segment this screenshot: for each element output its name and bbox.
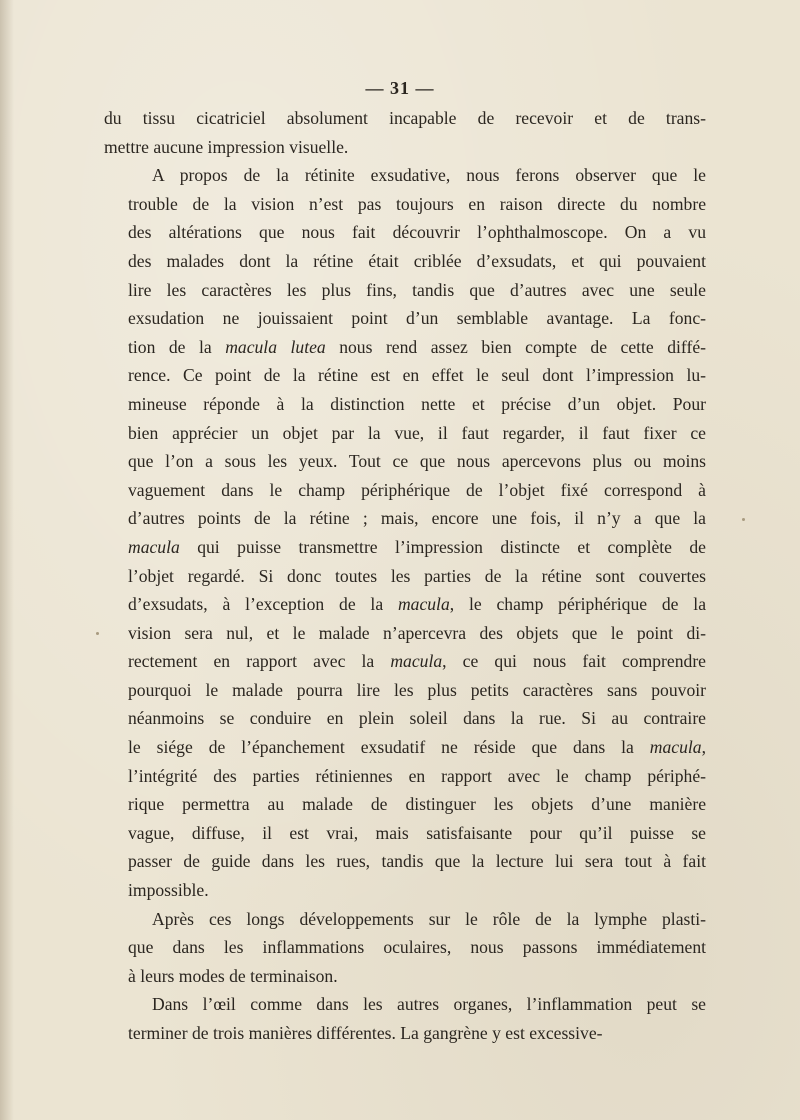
text-run: d’exsudats, à l’exception de la bbox=[128, 594, 398, 615]
text-line bbox=[104, 590, 706, 619]
text-run: d’autres points de la rétine ; mais, encore une fois, il n’y a que la bbox=[128, 508, 706, 529]
text-run: exsudation ne jouissaient point d’un semblable avantage. La fonc- bbox=[128, 308, 706, 329]
text-line bbox=[104, 762, 706, 791]
text-line bbox=[104, 104, 706, 133]
text-line bbox=[104, 704, 706, 733]
text-line bbox=[104, 218, 706, 247]
text-run: des altérations que nous fait découvrir l’ophthalmoscope. On a vu bbox=[128, 222, 706, 243]
text-line bbox=[104, 190, 706, 219]
text-line bbox=[104, 390, 706, 419]
text-line bbox=[104, 962, 706, 991]
text-run: terminer de trois manières différentes. La gangrène y est excessive- bbox=[128, 1023, 603, 1043]
text-line bbox=[104, 447, 706, 476]
italic-term: macula bbox=[649, 737, 702, 758]
text-line bbox=[104, 733, 706, 762]
text-run: mineuse réponde à la distinction nette et précise d’un objet. Pour bbox=[128, 393, 706, 414]
text-run: rectement en rapport avec la bbox=[128, 651, 391, 672]
page-binding-edge bbox=[0, 0, 14, 1120]
page-number: — 31 — bbox=[365, 78, 435, 98]
text-line bbox=[104, 161, 706, 190]
paragraph bbox=[104, 905, 706, 991]
text-run: lire les caractères les plus fins, tandis que d’autres avec une seule bbox=[128, 279, 706, 300]
text-run: rence. Ce point de la rétine est en effet le seul dont l’impression lu- bbox=[128, 365, 706, 386]
text-line bbox=[104, 1019, 706, 1048]
text-line bbox=[104, 562, 706, 591]
text-run: le siége de l’épanchement exsudatif ne réside que dans la bbox=[128, 737, 650, 758]
italic-term: macula bbox=[390, 651, 443, 672]
text-line bbox=[104, 847, 706, 876]
text-run: trouble de la vision n’est pas toujours en raison directe du nombre bbox=[128, 193, 706, 214]
text-run: , ce qui nous fait comprendre bbox=[442, 651, 706, 672]
text-run: bien apprécier un objet par la vue, il faut regarder, il faut fixer ce bbox=[128, 422, 706, 443]
text-run: que l’on a sous les yeux. Tout ce que nous apercevons plus ou moins bbox=[128, 451, 706, 472]
text-line bbox=[104, 247, 706, 276]
text-run: , le champ périphérique de la bbox=[449, 594, 706, 615]
text-line bbox=[104, 990, 706, 1019]
text-line bbox=[104, 676, 706, 705]
text-line bbox=[104, 419, 706, 448]
text-line bbox=[104, 905, 706, 934]
text-run: mettre aucune impression visuelle. bbox=[104, 136, 349, 157]
text-run: tion de la bbox=[128, 336, 226, 357]
text-line bbox=[104, 619, 706, 648]
text-run: des malades dont la rétine était criblée d’exsudats, et qui pouvaient bbox=[128, 250, 706, 271]
paragraph bbox=[104, 161, 706, 904]
text-line bbox=[104, 476, 706, 505]
text-run: Dans l’œil comme dans les autres organes, l’inflammation peut se bbox=[152, 994, 706, 1015]
italic-term: macula bbox=[128, 536, 180, 557]
paper-speck bbox=[742, 518, 745, 521]
text-run: , bbox=[701, 737, 706, 758]
text-run: vaguement dans le champ périphérique de l’objet fixé correspond à bbox=[128, 479, 706, 500]
text-line bbox=[104, 276, 706, 305]
text-line bbox=[104, 333, 706, 362]
text-line bbox=[104, 647, 706, 676]
text-run: néanmoins se conduire en plein soleil dans la rue. Si au contraire bbox=[128, 708, 706, 729]
text-line bbox=[104, 133, 706, 162]
text-run: vague, diffuse, il est vrai, mais satisfaisante pour qu’il puisse se bbox=[128, 822, 706, 843]
text-run: vision sera nul, et le malade n’apercevra des objets que le point di- bbox=[128, 622, 706, 643]
text-run: qui puisse transmettre l’impression distincte et complète de bbox=[179, 536, 706, 557]
paper-speck bbox=[96, 632, 99, 635]
text-line bbox=[104, 790, 706, 819]
text-run: A propos de la rétinite exsudative, nous ferons observer que le bbox=[152, 165, 706, 186]
text-run: que dans les inflammations oculaires, nous passons immédiatement bbox=[128, 937, 706, 958]
text-run: rique permettra au malade de distinguer les objets d’une manière bbox=[128, 794, 706, 815]
body-text bbox=[104, 104, 706, 1048]
text-line bbox=[104, 533, 706, 562]
text-run: pourquoi le malade pourra lire les plus petits caractères sans pouvoir bbox=[128, 679, 706, 700]
paragraph bbox=[104, 990, 706, 1047]
text-line bbox=[104, 361, 706, 390]
text-line bbox=[104, 933, 706, 962]
italic-term: macula lutea bbox=[225, 336, 326, 357]
text-run: l’intégrité des parties rétiniennes en rapport avec le champ périphé- bbox=[128, 765, 706, 786]
text-line bbox=[104, 876, 706, 905]
text-run: impossible. bbox=[128, 880, 209, 901]
text-run: passer de guide dans les rues, tandis que la lecture lui sera tout à fait bbox=[128, 851, 706, 872]
text-line bbox=[104, 304, 706, 333]
text-run: du tissu cicatriciel absolument incapable de recevoir et de trans- bbox=[104, 108, 706, 128]
text-run: l’objet regardé. Si donc toutes les parties de la rétine sont couvertes bbox=[128, 565, 706, 586]
text-run: à leurs modes de terminaison. bbox=[128, 965, 338, 986]
italic-term: macula bbox=[397, 594, 450, 615]
text-run: nous rend assez bien compte de cette diffé- bbox=[325, 336, 706, 357]
text-line bbox=[104, 819, 706, 848]
text-line bbox=[104, 504, 706, 533]
text-run: Après ces longs développements sur le rôle de la lymphe plasti- bbox=[152, 908, 706, 929]
paragraph bbox=[104, 104, 706, 161]
